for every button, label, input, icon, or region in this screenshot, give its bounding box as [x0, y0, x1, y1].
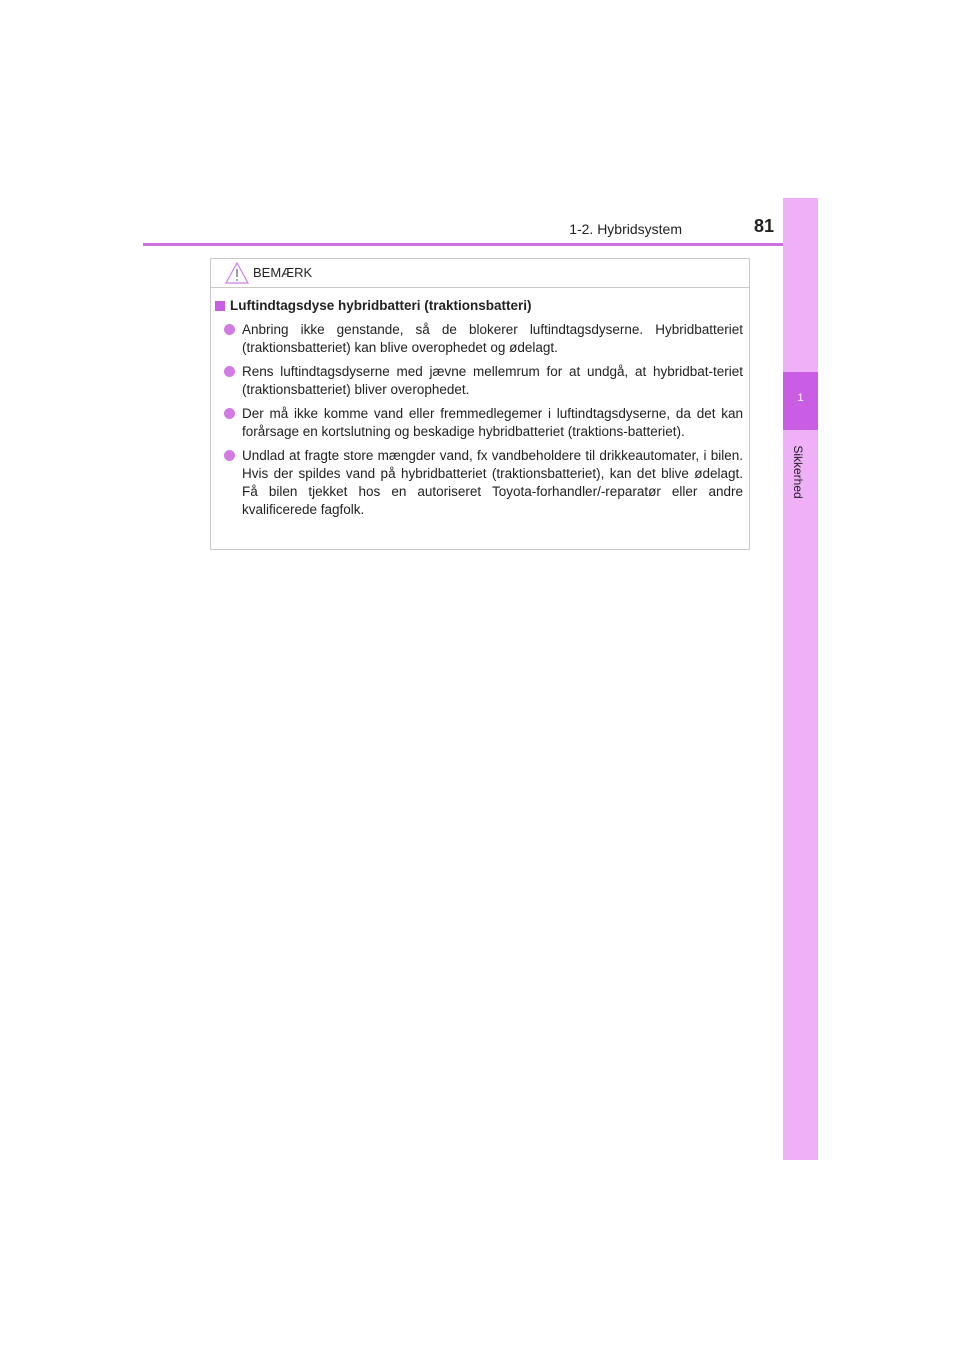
notice-header [211, 259, 749, 288]
list-item-text: Rens luftindtagsdyserne med jævne mellemrum for at undgå, at hybridbat-teriet (traktionsbatteriet) bliver overophedet. [242, 364, 743, 397]
notice-heading [211, 297, 749, 315]
list-item [242, 363, 743, 399]
notice-box [210, 258, 750, 550]
list-item-text: Anbring ikke genstande, så de blokerer luftindtagsdyserne. Hybridbatteriet (traktionsbatteriet) kan blive overophedet og ødelagt. [242, 322, 743, 355]
section-title: 1-2. Hybridsystem [569, 221, 682, 237]
notice-body [211, 297, 749, 519]
circle-bullet-icon [224, 366, 235, 377]
notice-label: BEMÆRK [253, 265, 313, 280]
chapter-title: Sikkerhed [791, 445, 805, 499]
notice-heading-text: Luftindtagsdyse hybridbatteri (traktionsbatteri) [230, 298, 532, 313]
header-rule [143, 243, 818, 246]
list-item [242, 447, 743, 519]
list-item-text: Undlad at fragte store mængder vand, fx vandbeholdere til drikkeautomater, i bilen. Hvis der spildes vand på hybridbatteriet (traktionsbatteriet), kan det blive ødelagt. Få bilen tjekket hos en autoriseret Toyota-forhandler/-reparatør eller andre kvalificerede fagfolk. [242, 448, 743, 517]
list-item [242, 321, 743, 357]
list-item [242, 405, 743, 441]
circle-bullet-icon [224, 324, 235, 335]
warning-triangle-icon [225, 262, 249, 284]
page-number: 81 [753, 216, 774, 236]
chapter-number: 1 [797, 392, 804, 404]
square-bullet-icon [215, 301, 225, 311]
list-item-text: Der må ikke komme vand eller fremmedlegemer i luftindtagsdyserne, da det kan forårsage en kortslutning og beskadige hybridbatteriet (traktions-batteriet). [242, 406, 743, 439]
circle-bullet-icon [224, 450, 235, 461]
circle-bullet-icon [224, 408, 235, 419]
chapter-side-tab [783, 198, 818, 1160]
